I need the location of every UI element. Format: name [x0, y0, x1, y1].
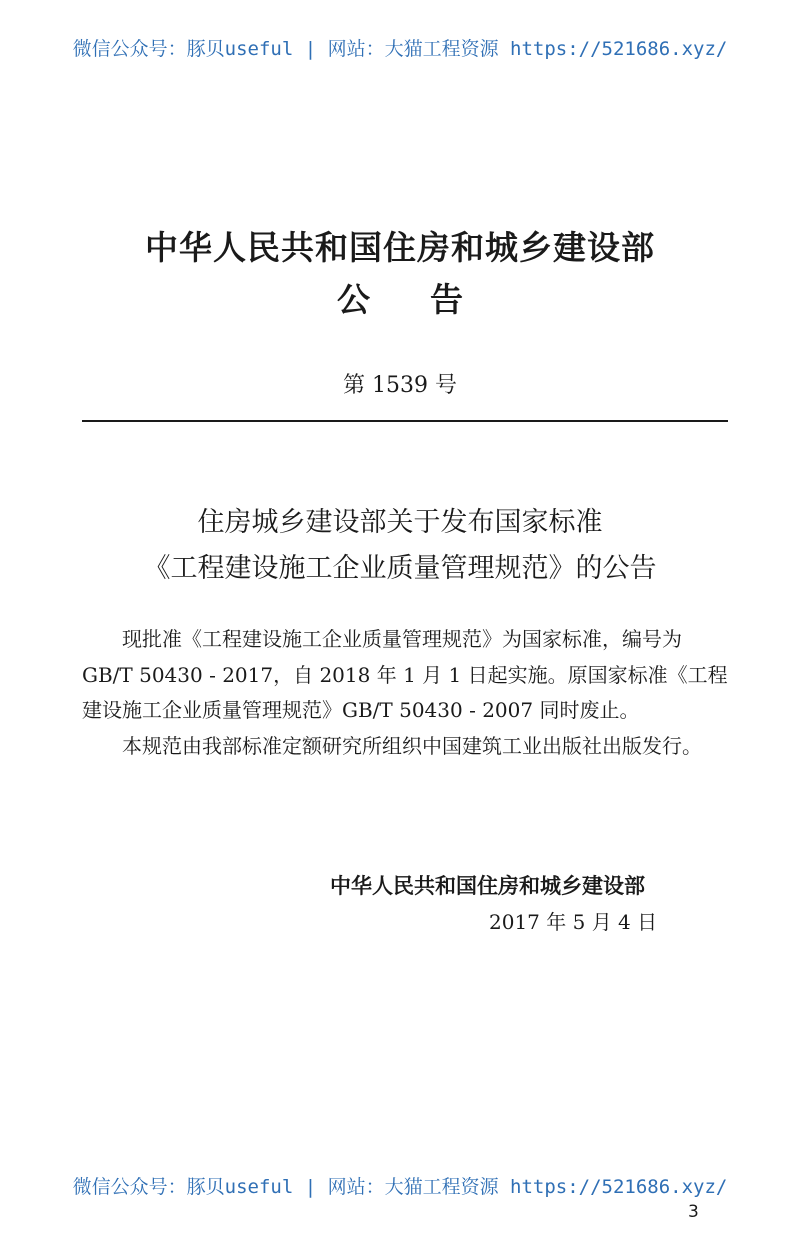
- watermark-bottom: 微信公众号：豚贝useful | 网站：大猫工程资源 https://521686.xyz/: [72, 1176, 728, 1198]
- body-paragraph-2: 本规范由我部标准定额研究所组织中国建筑工业出版社出版发行。: [122, 733, 702, 758]
- body-paragraph-1: 现批准《工程建设施工企业质量管理规范》为国家标准，编号为 GB/T 50430 - 2017，自 2018 年 1 月 1 日起实施。原国家标准《工程建设施工企业质量管理规范》GB/T 50430 - 2007 同时废止。: [82, 627, 728, 722]
- document-title: [0, 500, 800, 592]
- watermark-top: 微信公众号：豚贝useful | 网站：大猫工程资源 https://521686.xyz/: [72, 38, 728, 60]
- signer-name: 中华人民共和国住房和城乡建设部: [330, 873, 645, 898]
- document-title-line1: 住房城乡建设部关于发布国家标准: [197, 507, 603, 538]
- body-text: [82, 622, 730, 764]
- page-number: 3: [688, 1202, 699, 1222]
- document-title-line2: 《工程建设施工企业质量管理规范》的公告: [143, 553, 657, 584]
- issuer-heading: 中华人民共和国住房和城乡建设部: [145, 228, 655, 267]
- signature-date: 2017 年 5 月 4 日: [489, 910, 658, 934]
- doc-type-heading: 公告: [337, 280, 523, 319]
- header-divider: [82, 420, 728, 422]
- announcement-number: 第 1539 号: [343, 373, 457, 398]
